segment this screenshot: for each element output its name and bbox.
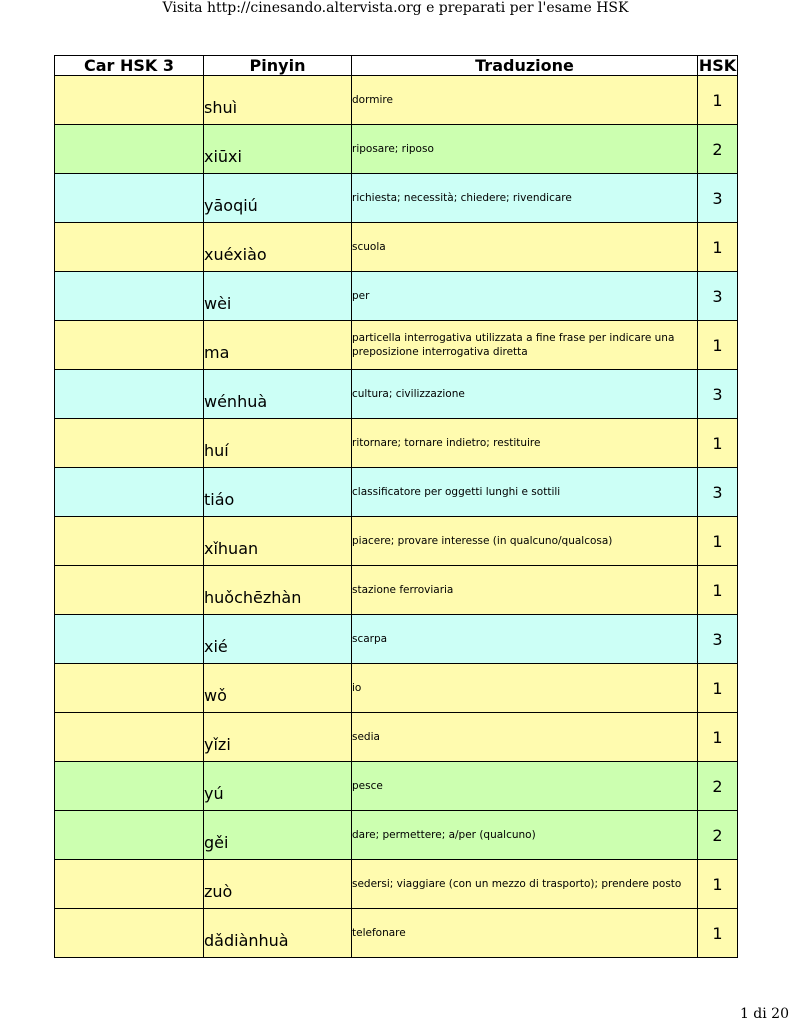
pinyin-cell [204, 566, 352, 615]
character-cell [55, 713, 204, 762]
translation-cell: ritornare; tornare indietro; restituire [352, 419, 698, 468]
page-number: 1 di 20 [739, 1006, 789, 1022]
pinyin-cell [204, 76, 352, 125]
hsk-level-cell: 3 [698, 174, 738, 223]
pinyin-cell [204, 615, 352, 664]
table-row [55, 566, 738, 615]
pinyin-cell [204, 419, 352, 468]
character-cell [55, 566, 204, 615]
pinyin-text: yǐzi [204, 734, 231, 754]
translation-cell: riposare; riposo [352, 125, 698, 174]
table-row [55, 860, 738, 909]
hsk-level-cell: 2 [698, 811, 738, 860]
pinyin-cell [204, 370, 352, 419]
pinyin-text: zuò [204, 881, 233, 901]
pinyin-cell [204, 321, 352, 370]
table-header-row [55, 56, 738, 76]
column-header-translation: Traduzione [352, 56, 698, 76]
translation-cell: io [352, 664, 698, 713]
pinyin-cell [204, 174, 352, 223]
pinyin-cell [204, 517, 352, 566]
translation-cell: per [352, 272, 698, 321]
pinyin-cell [204, 811, 352, 860]
hsk-level-cell: 3 [698, 468, 738, 517]
translation-cell: particella interrogativa utilizzata a fine frase per indicare una preposizione interrogativa diretta [352, 321, 698, 370]
character-cell [55, 468, 204, 517]
translation-cell: sedia [352, 713, 698, 762]
translation-cell: pesce [352, 762, 698, 811]
pinyin-text: wǒ [204, 685, 227, 705]
table-row [55, 909, 738, 958]
translation-cell: classificatore per oggetti lunghi e sottili [352, 468, 698, 517]
character-cell [55, 321, 204, 370]
character-cell [55, 223, 204, 272]
pinyin-text: ma [204, 342, 230, 362]
pinyin-text: yāoqiú [204, 195, 258, 215]
pinyin-cell [204, 223, 352, 272]
translation-cell: dare; permettere; a/per (qualcuno) [352, 811, 698, 860]
hsk-level-cell: 1 [698, 419, 738, 468]
translation-cell: piacere; provare interesse (in qualcuno/qualcosa) [352, 517, 698, 566]
table-row [55, 713, 738, 762]
character-cell [55, 272, 204, 321]
pinyin-cell [204, 664, 352, 713]
column-header-hsk: HSK [698, 56, 737, 75]
table-row [55, 615, 738, 664]
pinyin-text: yú [204, 783, 224, 803]
pinyin-cell [204, 125, 352, 174]
hsk-level-cell: 3 [698, 370, 738, 419]
translation-cell: scuola [352, 223, 698, 272]
pinyin-text: wénhuà [204, 391, 268, 411]
hsk-level-cell: 3 [698, 272, 738, 321]
hsk-level-cell: 1 [698, 860, 738, 909]
table-row [55, 272, 738, 321]
translation-cell: dormire [352, 76, 698, 125]
translation-cell: scarpa [352, 615, 698, 664]
table-row [55, 468, 738, 517]
pinyin-cell [204, 860, 352, 909]
character-cell [55, 811, 204, 860]
pinyin-text: tiáo [204, 489, 235, 509]
character-cell [55, 664, 204, 713]
hsk-level-cell: 1 [698, 76, 738, 125]
hsk-level-cell: 3 [698, 615, 738, 664]
translation-cell: sedersi; viaggiare (con un mezzo di trasporto); prendere posto [352, 860, 698, 909]
pinyin-cell [204, 468, 352, 517]
character-cell [55, 419, 204, 468]
character-cell [55, 860, 204, 909]
table-row [55, 517, 738, 566]
table-row [55, 223, 738, 272]
pinyin-text: xiūxi [204, 146, 242, 166]
character-cell [55, 76, 204, 125]
character-cell [55, 762, 204, 811]
pinyin-cell [204, 762, 352, 811]
character-cell [55, 125, 204, 174]
hsk-level-cell: 1 [698, 909, 738, 958]
hsk-level-cell: 1 [698, 321, 738, 370]
pinyin-cell [204, 909, 352, 958]
table-row [55, 762, 738, 811]
pinyin-text: xié [204, 636, 228, 656]
table-row [55, 76, 738, 125]
hsk-level-cell: 1 [698, 713, 738, 762]
table-row [55, 419, 738, 468]
pinyin-text: huǒchēzhàn [204, 587, 302, 607]
hsk-level-cell: 2 [698, 762, 738, 811]
pinyin-cell [204, 272, 352, 321]
pinyin-text: dǎdiànhuà [204, 930, 289, 950]
table-row [55, 174, 738, 223]
character-cell [55, 517, 204, 566]
hsk-level-cell: 1 [698, 664, 738, 713]
translation-cell: telefonare [352, 909, 698, 958]
pinyin-cell [204, 713, 352, 762]
pinyin-text: shuì [204, 97, 238, 117]
hsk-level-cell: 1 [698, 223, 738, 272]
translation-cell: stazione ferroviaria [352, 566, 698, 615]
table-row [55, 125, 738, 174]
character-cell [55, 909, 204, 958]
pinyin-text: gěi [204, 832, 229, 852]
hsk-level-cell: 2 [698, 125, 738, 174]
column-header-pinyin: Pinyin [204, 56, 352, 76]
character-cell [55, 615, 204, 664]
character-cell [55, 370, 204, 419]
table-row [55, 811, 738, 860]
character-cell [55, 174, 204, 223]
translation-cell: richiesta; necessità; chiedere; rivendicare [352, 174, 698, 223]
hsk-level-cell: 1 [698, 566, 738, 615]
pinyin-text: xuéxiào [204, 244, 267, 264]
translation-cell: cultura; civilizzazione [352, 370, 698, 419]
table-row [55, 664, 738, 713]
pinyin-text: wèi [204, 293, 232, 313]
column-header-character: Car HSK 3 [55, 56, 204, 76]
pinyin-text: xǐhuan [204, 538, 259, 558]
table-row [55, 321, 738, 370]
table-row [55, 370, 738, 419]
pinyin-text: huí [204, 440, 229, 460]
hsk-level-cell: 1 [698, 517, 738, 566]
page-header: Visita http://cinesando.altervista.org e preparati per l'esame HSK [162, 0, 629, 16]
vocabulary-table [54, 55, 738, 958]
